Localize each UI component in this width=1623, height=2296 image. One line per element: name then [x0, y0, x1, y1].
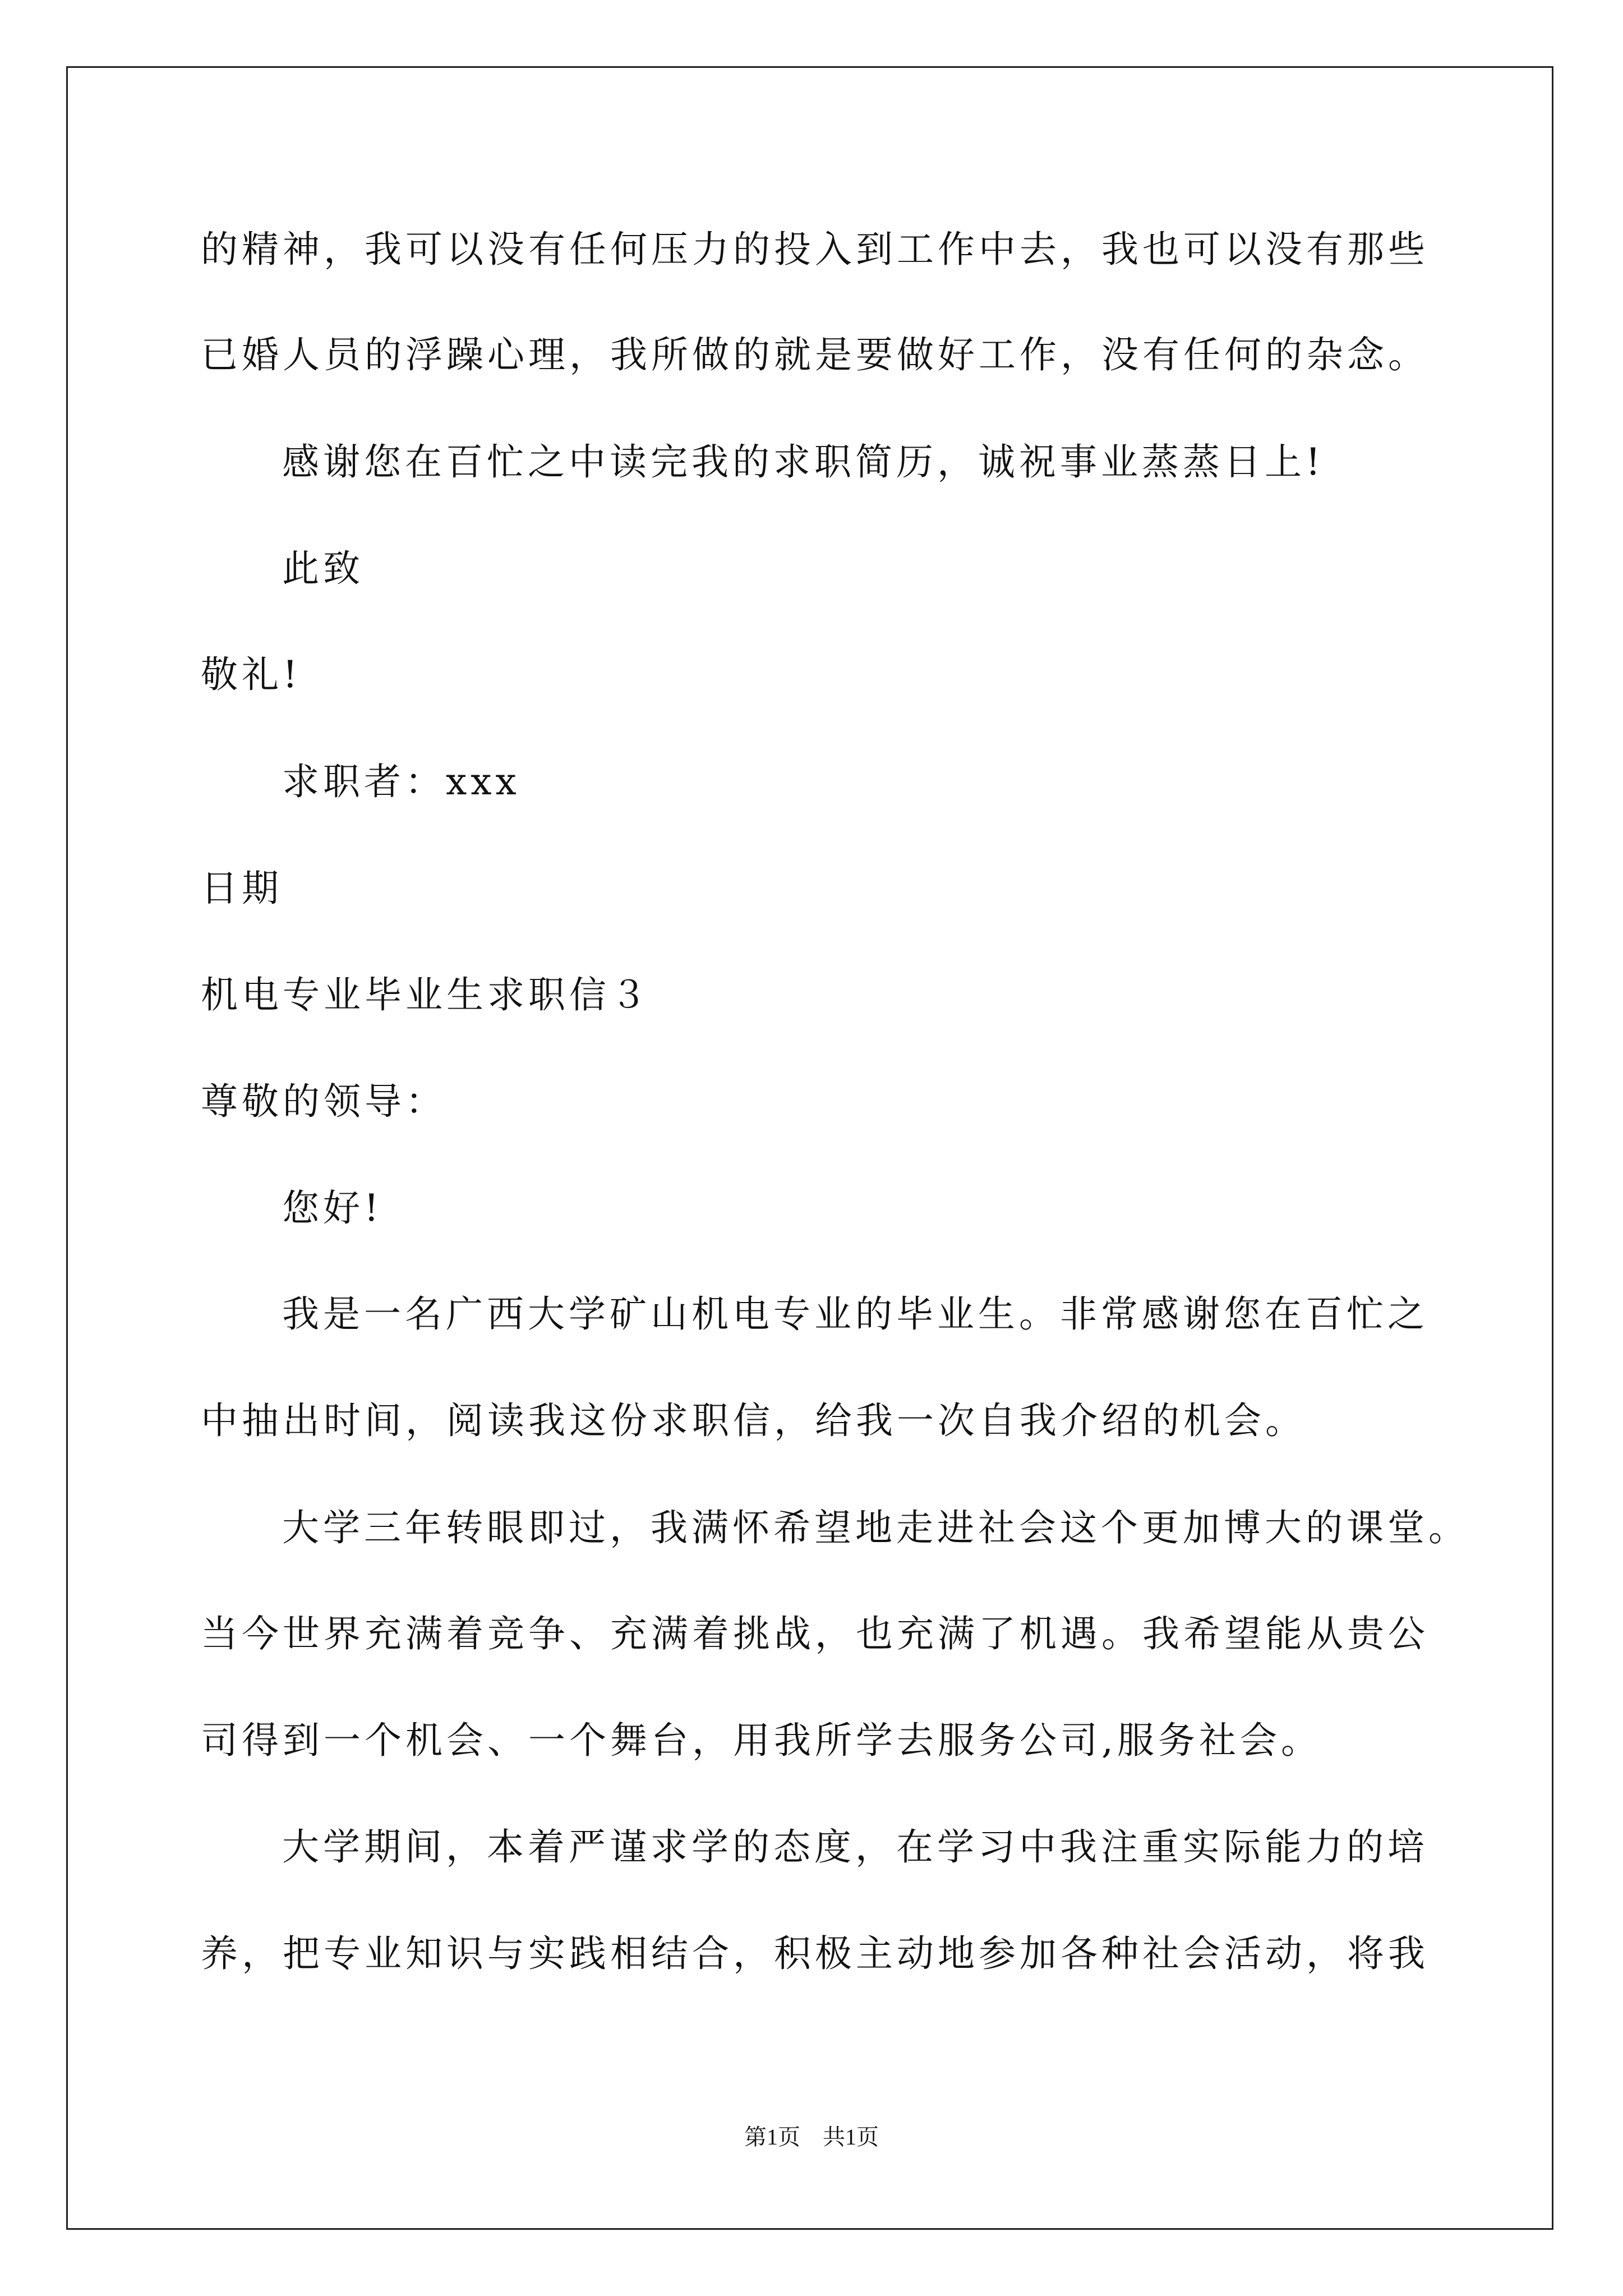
salutation-closing: 敬礼!	[201, 653, 302, 696]
paragraph-line: 当今世界充满着竞争、充满着挑战，也充满了机遇。我希望能从贵公	[201, 1612, 1429, 1655]
paragraph-line: 大学期间，本着严谨求学的态度，在学习中我注重实际能力的培	[282, 1825, 1428, 1869]
greeting-hello: 您好!	[282, 1186, 383, 1230]
paragraph-line: 感谢您在百忙之中读完我的求职简历，诚祝事业蒸蒸日上!	[282, 440, 1325, 484]
page-number-footer: 第1页 共1页	[744, 2124, 879, 2150]
date-line: 日期	[201, 867, 283, 910]
paragraph-line: 大学三年转眼即过，我满怀希望地走进社会这个更加博大的课堂。	[282, 1506, 1469, 1549]
paragraph-line: 养，把专业知识与实践相结合，积极主动地参加各种社会活动，将我	[201, 1932, 1429, 1975]
paragraph-line: 中抽出时间，阅读我这份求职信，给我一次自我介绍的机会。	[201, 1399, 1306, 1442]
paragraph-line: 的精神，我可以没有任何压力的投入到工作中去，我也可以没有那些	[201, 228, 1429, 271]
paragraph-line: 司得到一个机会、一个舞台，用我所学去服务公司,服务社会。	[201, 1719, 1322, 1762]
greeting: 尊敬的领导：	[201, 1080, 446, 1123]
section-title: 机电专业毕业生求职信３	[201, 973, 651, 1016]
paragraph-line: 我是一名广西大学矿山机电专业的毕业生。非常感谢您在百忙之	[282, 1292, 1428, 1336]
signature-line: 求职者：xxx	[282, 760, 520, 803]
closing-phrase: 此致	[282, 547, 364, 590]
page-border	[66, 66, 1553, 2230]
paragraph-line: 已婚人员的浮躁心理，我所做的就是要做好工作，没有任何的杂念。	[201, 333, 1429, 376]
